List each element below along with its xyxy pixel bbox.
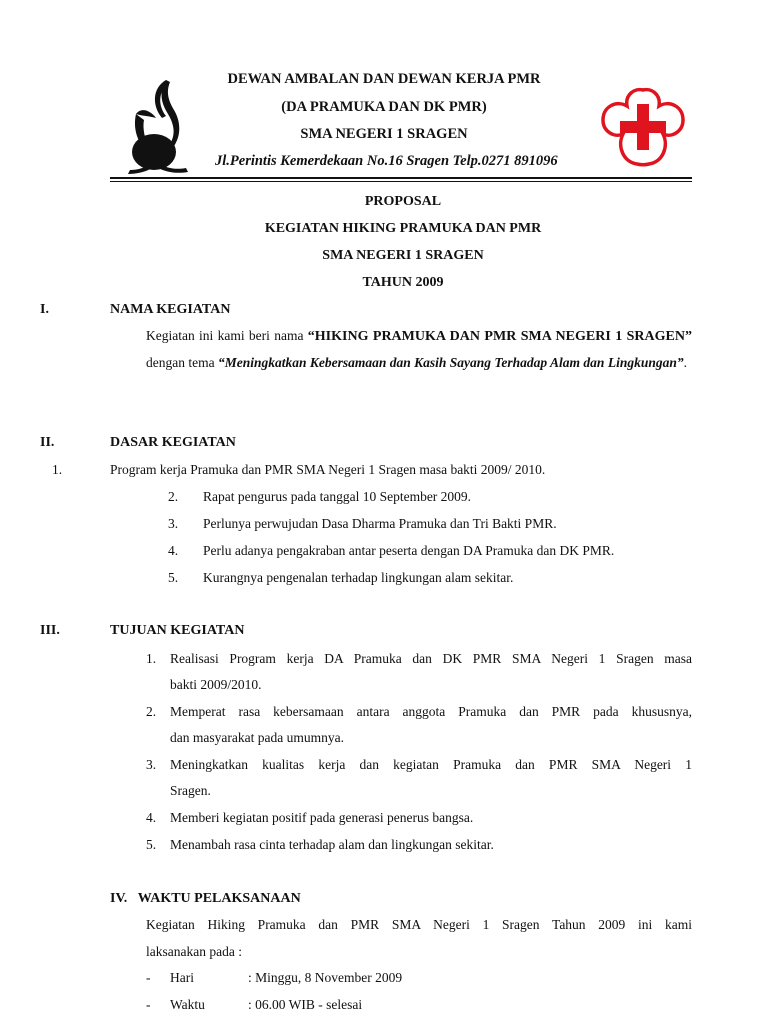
proposal-subtitle-2: SMA NEGERI 1 SRAGEN [322, 248, 484, 263]
s4-row-value-time: : 06.00 WIB - selesai [248, 997, 363, 1012]
s4-paragraph-line-2: laksanakan pada : [146, 944, 242, 959]
s1-theme: “Meningkatkan Kebersamaan dan Kasih Sayang Terhadap Alam dan Lingkungan” [217, 355, 684, 370]
s4-paragraph-line-1: Kegiatan Hiking Pramuka dan PMR SMA Negeri 1 Sragen Tahun 2009 ini kami [146, 917, 692, 932]
proposal-year: TAHUN 2009 [362, 275, 444, 290]
s2-item-number: 1. [52, 462, 63, 477]
proposal-title: PROPOSAL [364, 194, 442, 209]
section-3-number: III. [40, 623, 60, 638]
section-1-title: NAMA KEGIATAN [110, 302, 231, 317]
s3-item-text: Memberi kegiatan positif pada generasi penerus bangsa. [170, 810, 474, 825]
section-4-title: WAKTU PELAKSANAAN [137, 891, 301, 906]
section-2-number: II. [40, 435, 55, 450]
section-4-number: IV. [110, 891, 128, 906]
s3-item-text: Memperat rasa kebersamaan antara anggota Pramuka dan PMR pada khususnya, [170, 704, 692, 719]
s3-item-number: 1. [146, 651, 157, 666]
s3-item-text: Meningkatkan kualitas kerja dan kegiatan Pramuka dan PMR SMA Negeri 1 [170, 757, 692, 772]
s3-item-text: Realisasi Program kerja DA Pramuka dan DK PMR SMA Negeri 1 Sragen masa [170, 651, 692, 666]
header-line-2: (DA PRAMUKA DAN DK PMR) [281, 99, 487, 115]
s2-item-number: 3. [168, 516, 179, 531]
s1-text-e: . [683, 355, 687, 370]
s2-item-number: 4. [168, 543, 179, 558]
s3-item-text-cont: bakti 2009/2010. [170, 677, 262, 692]
header-rule-thick [110, 177, 692, 179]
s3-item-number: 4. [146, 810, 157, 825]
s2-item-text: Kurangnya pengenalan terhadap lingkungan alam sekitar. [203, 570, 514, 585]
s2-item-number: 5. [168, 570, 179, 585]
section-3-title: TUJUAN KEGIATAN [110, 623, 245, 638]
s3-item-text-cont: Sragen. [170, 783, 211, 798]
section-2-title: DASAR KEGIATAN [110, 435, 236, 450]
s2-item-text: Perlunya perwujudan Dasa Dharma Pramuka dan Tri Bakti PMR. [203, 516, 557, 531]
header-line-3: SMA NEGERI 1 SRAGEN [300, 126, 468, 142]
s3-item-text-cont: dan masyarakat pada umumnya. [170, 730, 344, 745]
s4-row-label-time: Waktu [170, 997, 205, 1012]
s1-text-a: Kegiatan ini kami beri nama [146, 328, 308, 343]
section-1-number: I. [40, 302, 49, 317]
proposal-subtitle-1: KEGIATAN HIKING PRAMUKA DAN PMR [264, 221, 542, 236]
s1-event-name: “HIKING PRAMUKA DAN PMR SMA NEGERI 1 SRAGEN” [307, 329, 692, 344]
s2-item-text: Rapat pengurus pada tanggal 10 September 2009. [203, 489, 472, 504]
header-line-1: DEWAN AMBALAN DAN DEWAN KERJA PMR [227, 71, 541, 87]
section-4-heading [110, 891, 301, 907]
s3-item-number: 2. [146, 704, 157, 719]
header-rule-thin [110, 181, 692, 182]
s2-item-number: 2. [168, 489, 179, 504]
s2-item-text: Perlu adanya pengakraban antar peserta dengan DA Pramuka dan DK PMR. [203, 543, 615, 558]
s3-item-text: Menambah rasa cinta terhadap alam dan lingkungan sekitar. [170, 837, 494, 852]
s4-row-dash: - [146, 970, 151, 985]
header-address: Jl.Perintis Kemerdekaan No.16 Sragen Telp.0271 891096 [215, 153, 558, 169]
s1-text-c: dengan tema [146, 355, 218, 370]
s4-row-dash: - [146, 997, 151, 1012]
s4-row-label-day: Hari [170, 970, 194, 985]
s2-item-text: Program kerja Pramuka dan PMR SMA Negeri 1 Sragen masa bakti 2009/ 2010. [110, 462, 546, 477]
s4-row-value-day: : Minggu, 8 November 2009 [248, 970, 403, 985]
s3-item-number: 3. [146, 757, 157, 772]
s3-item-number: 5. [146, 837, 157, 852]
section-1-paragraph [146, 323, 692, 376]
